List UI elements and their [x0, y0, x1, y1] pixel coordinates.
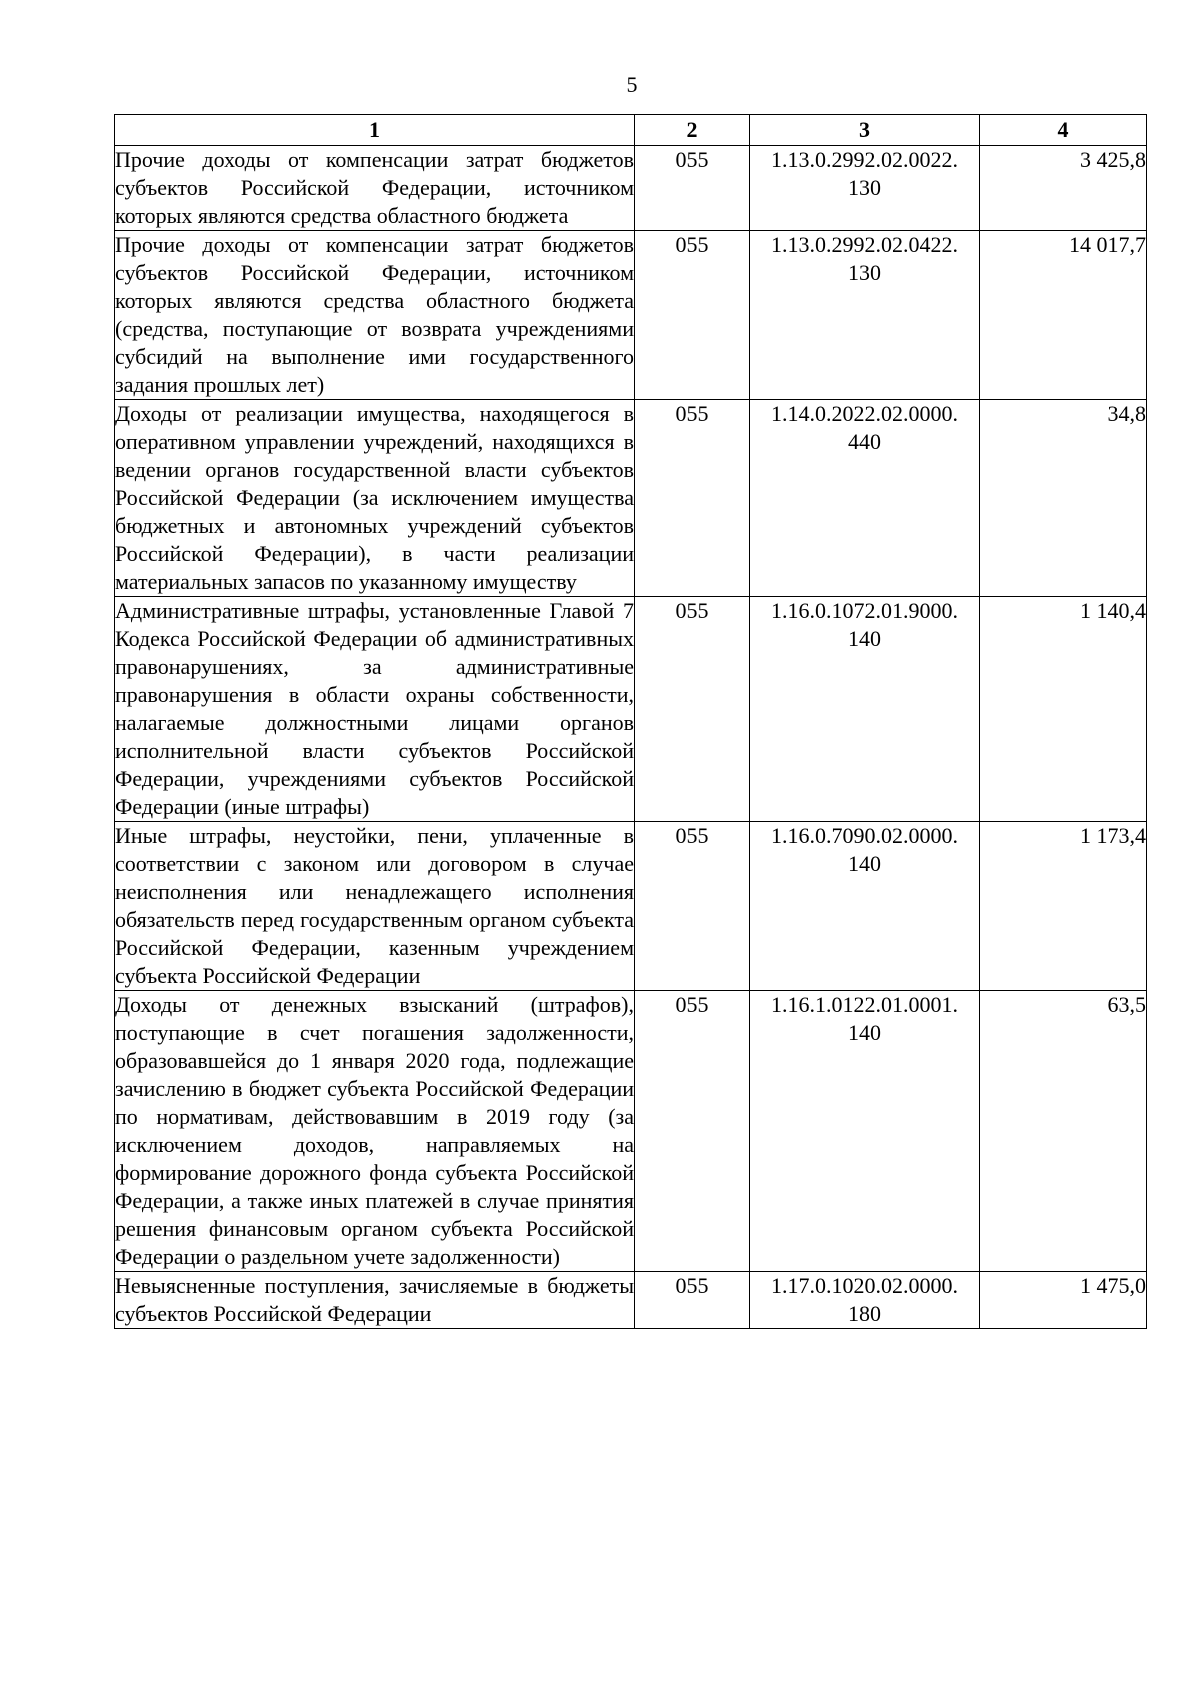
row-amount: 34,8 — [980, 400, 1147, 597]
row-amount: 1 173,4 — [980, 822, 1147, 991]
row-amount: 3 425,8 — [980, 146, 1147, 231]
table-row — [115, 231, 1147, 400]
row-amount: 14 017,7 — [980, 231, 1147, 400]
row-admin-code: 055 — [635, 597, 750, 822]
row-admin-code: 055 — [635, 231, 750, 400]
row-kbk-code: 1.16.0.7090.02.0000. 140 — [750, 822, 980, 991]
row-admin-code: 055 — [635, 991, 750, 1272]
row-kbk-code: 1.17.0.1020.02.0000. 180 — [750, 1272, 980, 1329]
row-admin-code: 055 — [635, 822, 750, 991]
column-header-1: 1 — [115, 115, 635, 146]
row-kbk-code: 1.16.0.1072.01.9000. 140 — [750, 597, 980, 822]
row-kbk-code: 1.13.0.2992.02.0022. 130 — [750, 146, 980, 231]
row-amount: 1 475,0 — [980, 1272, 1147, 1329]
column-header-3: 3 — [750, 115, 980, 146]
row-description: Доходы от денежных взысканий (штрафов), поступающие в счет погашения задолженности, образовавшейся до 1 января 2020 года, подлежащие зачислению в бюджет субъекта Российской Федерации по нормативам, действовавшим в 2019 году (за исключением доходов, направляемых на формирование дорожного фонда субъекта Российской Федерации, а также иных платежей в случае принятия решения финансовым органом субъекта Российской Федерации о раздельном учете задолженности) — [115, 991, 635, 1272]
row-amount: 63,5 — [980, 991, 1147, 1272]
row-kbk-code: 1.14.0.2022.02.0000. 440 — [750, 400, 980, 597]
header-row — [115, 115, 1147, 146]
row-description: Административные штрафы, установленные Главой 7 Кодекса Российской Федерации об административных правонарушениях, за административные правонарушения в области охраны собственности, налагаемые должностными лицами органов исполнительной власти субъектов Российской Федерации, учреждениями субъектов Российской Федерации (иные штрафы) — [115, 597, 635, 822]
page-number: 5 — [626, 72, 638, 97]
row-description: Доходы от реализации имущества, находящегося в оперативном управлении учреждений, находящихся в ведении органов государственной власти субъектов Российской Федерации (за исключением имущества бюджетных и автономных учреждений субъектов Российской Федерации), в части реализации материальных запасов по указанному имуществу — [115, 400, 635, 597]
row-amount: 1 140,4 — [980, 597, 1147, 822]
row-admin-code: 055 — [635, 400, 750, 597]
row-kbk-code: 1.16.1.0122.01.0001. 140 — [750, 991, 980, 1272]
revenue-table — [114, 114, 1147, 1329]
table-row — [115, 991, 1147, 1272]
table-row — [115, 822, 1147, 991]
row-admin-code: 055 — [635, 146, 750, 231]
column-header-4: 4 — [980, 115, 1147, 146]
row-description: Иные штрафы, неустойки, пени, уплаченные в соответствии с законом или договором в случае неисполнения или ненадлежащего исполнения обязательств перед государственным органом субъекта Российской Федерации, казенным учреждением субъекта Российской Федерации — [115, 822, 635, 991]
table-row — [115, 597, 1147, 822]
table-row — [115, 1272, 1147, 1329]
row-description: Прочие доходы от компенсации затрат бюджетов субъектов Российской Федерации, источником которых являются средства областного бюджета (средства, поступающие от возврата учреждениями субсидий на выполнение ими государственного задания прошлых лет) — [115, 231, 635, 400]
row-description: Невыясненные поступления, зачисляемые в бюджеты субъектов Российской Федерации — [115, 1272, 635, 1329]
row-description: Прочие доходы от компенсации затрат бюджетов субъектов Российской Федерации, источником которых являются средства областного бюджета — [115, 146, 635, 231]
row-admin-code: 055 — [635, 1272, 750, 1329]
column-header-2: 2 — [635, 115, 750, 146]
table-row — [115, 146, 1147, 231]
table-row — [115, 400, 1147, 597]
row-kbk-code: 1.13.0.2992.02.0422. 130 — [750, 231, 980, 400]
